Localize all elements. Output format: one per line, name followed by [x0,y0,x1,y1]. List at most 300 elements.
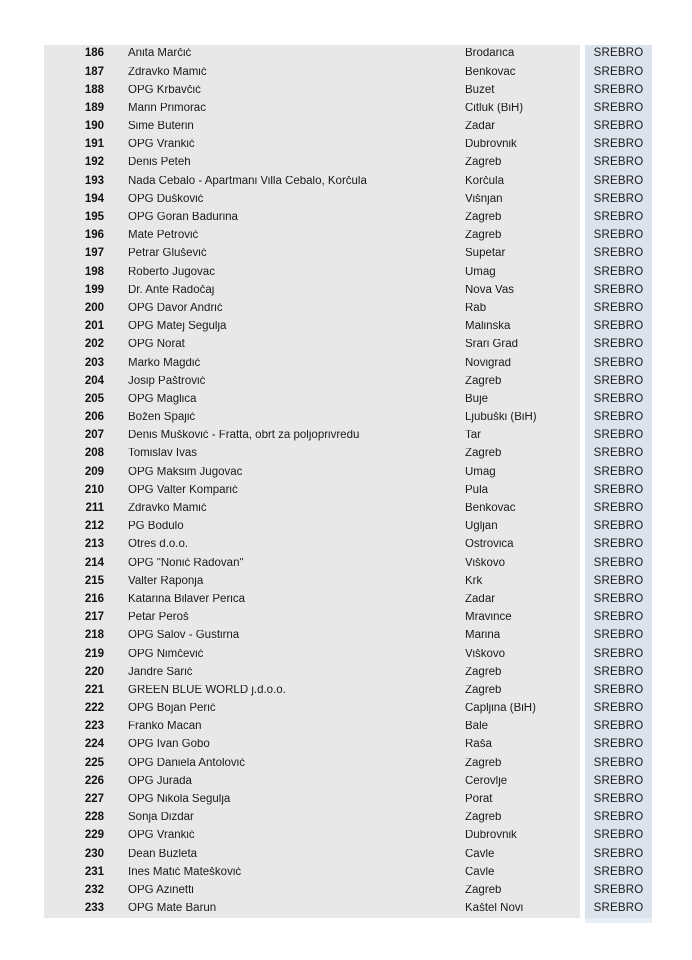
medal-cell [585,263,652,281]
entry-city: Novigrad [465,357,512,369]
entry-number: 227 [84,793,104,806]
entry-city: Viškovo [465,648,506,660]
medal-label: SREBRO [593,774,644,787]
medal-cell [585,882,652,900]
entry-number: 194 [84,192,104,205]
entry-number: 225 [84,756,104,769]
medal-cell [585,300,652,318]
entry-city: Zagreb [465,375,502,387]
table-row [44,609,652,627]
medal-label: SREBRO [593,738,644,751]
table-row [44,645,652,663]
entry-city: Ljubuški (BiH) [465,412,537,424]
entry-name: OPG Daniela Antolović [128,757,245,769]
row-main-band [44,300,580,318]
medal-label: SREBRO [593,156,644,169]
table-row [44,318,652,336]
entry-number: 209 [84,465,104,478]
medal-label: SREBRO [593,883,644,896]
row-main-band [44,245,580,263]
medal-cell [585,409,652,427]
table-row [44,209,652,227]
entry-number: 189 [84,101,104,114]
table-row [44,882,652,900]
table-row [44,627,652,645]
entry-number: 222 [84,702,104,715]
medal-cell [585,154,652,172]
row-main-band [44,882,580,900]
entry-city: Benkovac [465,66,516,78]
medal-label: SREBRO [593,47,644,60]
medal-label: SREBRO [593,211,644,224]
entry-name: Dean Buzleta [128,848,198,860]
medal-label: SREBRO [593,265,644,278]
entry-name: OPG Mate Barun [128,903,217,915]
entry-name: Ines Matić Matešković [128,866,242,878]
row-main-band [44,154,580,172]
medal-label: SREBRO [593,793,644,806]
table-row [44,845,652,863]
entry-city: Srari Grad [465,339,519,351]
entry-number: 205 [84,392,104,405]
entry-city: Ostrovica [465,539,514,551]
entry-number: 195 [84,211,104,224]
table-row [44,263,652,281]
entry-city: Dubrovnik [465,830,517,842]
medal-label: SREBRO [593,811,644,824]
entry-number: 202 [84,338,104,351]
entry-number: 220 [84,665,104,678]
row-main-band [44,372,580,390]
medal-cell [585,700,652,718]
table-row [44,827,652,845]
medal-label: SREBRO [593,320,644,333]
row-main-band [44,645,580,663]
table-row [44,391,652,409]
row-main-band [44,609,580,627]
medal-label: SREBRO [593,447,644,460]
medal-label: SREBRO [593,720,644,733]
entry-city: Benkovac [465,503,516,515]
entry-name: Roberto Jugovac [128,266,215,278]
medal-cell [585,754,652,772]
medal-label: SREBRO [593,338,644,351]
entry-number: 223 [84,720,104,733]
entry-number: 197 [84,247,104,260]
table-row [44,554,652,572]
row-main-band [44,81,580,99]
medal-label: SREBRO [593,65,644,78]
entry-name: OPG Ivan Gobo [128,739,210,751]
row-main-band [44,136,580,154]
row-main-band [44,409,580,427]
table-row [44,791,652,809]
entry-number: 231 [84,865,104,878]
medal-cell [585,845,652,863]
medal-label: SREBRO [593,538,644,551]
entry-name: OPG Nikola Šegulja [128,794,231,806]
entry-city: Buje [465,393,489,405]
medal-cell [585,663,652,681]
row-main-band [44,227,580,245]
entry-city: Brodarica [465,48,515,60]
medal-label: SREBRO [593,101,644,114]
entry-city: Supetar [465,248,506,260]
entry-city: Cerovlje [465,775,508,787]
medal-cell [585,427,652,445]
entry-name: GREEN BLUE WORLD j.d.o.o. [128,684,286,696]
medal-label: SREBRO [593,574,644,587]
entry-name: Šime Buterin [128,121,194,133]
entry-name: OPG Davor Andrić [128,302,223,314]
row-main-band [44,863,580,881]
medal-cell [585,791,652,809]
table-row [44,172,652,190]
medal-label: SREBRO [593,465,644,478]
entry-name: OPG Dušković [128,193,204,205]
entry-number: 214 [84,556,104,569]
medal-label: SREBRO [593,502,644,515]
entry-number: 211 [85,502,104,515]
entry-name: Josip Paštrović [128,375,206,387]
entry-city: Umag [465,266,496,278]
medal-cell [585,591,652,609]
entry-number: 207 [84,429,104,442]
entry-city: Zagreb [465,666,502,678]
medal-label: SREBRO [593,829,644,842]
entry-number: 219 [84,647,104,660]
row-main-band [44,45,580,63]
medal-cell [585,318,652,336]
entry-name: OPG Azinetti [128,884,194,896]
medal-cell [585,172,652,190]
entry-name: OPG Šalov - Gustirna [128,630,240,642]
table-row [44,300,652,318]
entry-name: Zdravko Mamić [128,66,207,78]
medal-cell [585,191,652,209]
entry-number: 215 [84,574,104,587]
entry-name: OPG Valter Komparić [128,484,238,496]
medal-label: SREBRO [593,120,644,133]
medal-cell [585,536,652,554]
medal-cell [585,736,652,754]
medal-column-tail [585,918,652,923]
table-row [44,445,652,463]
entry-name: Zdravko Mamić [128,503,207,515]
medal-cell [585,773,652,791]
medal-cell [585,209,652,227]
table-row [44,718,652,736]
entry-city: Porat [465,794,493,806]
entry-number: 228 [84,811,104,824]
row-main-band [44,391,580,409]
table-row [44,754,652,772]
entry-name: OPG Bojan Perić [128,703,216,715]
entry-city: Čapljina (BiH) [465,703,536,715]
medal-cell [585,572,652,590]
medal-cell [585,63,652,81]
medal-label: SREBRO [593,301,644,314]
entry-name: OPG Matej Šegulja [128,321,227,333]
medal-cell [585,354,652,372]
entry-number: 190 [84,120,104,133]
medal-cell [585,118,652,136]
entry-number: 224 [84,738,104,751]
entry-city: Viškovo [465,557,506,569]
row-main-band [44,463,580,481]
entry-city: Rab [465,302,487,314]
entry-number: 201 [84,320,104,333]
entry-city: Zagreb [465,757,502,769]
row-main-band [44,773,580,791]
table-row [44,663,652,681]
table-row [44,81,652,99]
row-main-band [44,63,580,81]
table-row [44,591,652,609]
row-main-band [44,191,580,209]
row-main-band [44,809,580,827]
entry-name: OPG Maksim Jugovac [128,466,243,478]
entry-number: 232 [84,883,104,896]
table-row [44,227,652,245]
table-row [44,409,652,427]
medal-cell [585,81,652,99]
entry-city: Čitluk (BiH) [465,102,524,114]
medal-cell [585,554,652,572]
entry-city: Marina [465,630,501,642]
medal-label: SREBRO [593,356,644,369]
row-main-band [44,627,580,645]
entry-name: Mate Petrović [128,230,199,242]
entry-city: Kaštel Novi [465,903,524,915]
table-row [44,154,652,172]
row-main-band [44,482,580,500]
medal-cell [585,136,652,154]
table-row [44,736,652,754]
entry-name: Sonja Dizdar [128,812,194,824]
entry-name: Denis Mušković - Fratta, obrt za poljoprivredu [128,430,360,442]
entry-name: Tomislav Ivas [128,448,198,460]
medal-cell [585,245,652,263]
medal-cell [585,609,652,627]
row-main-band [44,263,580,281]
entry-name: Marin Primorac [128,102,206,114]
entry-name: OPG Jurada [128,775,192,787]
entry-name: PG Bodulo [128,521,184,533]
medal-label: SREBRO [593,229,644,242]
entry-number: 226 [84,774,104,787]
medal-cell [585,227,652,245]
entry-name: Jandre Šarić [128,666,193,678]
entry-city: Tar [465,430,481,442]
medal-label: SREBRO [593,865,644,878]
entry-number: 191 [84,138,104,151]
entry-city: Zagreb [465,157,502,169]
entry-number: 229 [84,829,104,842]
row-main-band [44,736,580,754]
entry-number: 199 [84,283,104,296]
medal-label: SREBRO [593,702,644,715]
entry-city: Mravince [465,612,512,624]
row-main-band [44,900,580,918]
entry-number: 213 [84,538,104,551]
entry-city: Čavle [465,866,495,878]
table-row [44,700,652,718]
entry-number: 186 [84,47,104,60]
row-main-band [44,663,580,681]
entry-city: Dubrovnik [465,139,517,151]
entry-city: Krk [465,575,483,587]
row-main-band [44,591,580,609]
medal-label: SREBRO [593,683,644,696]
entry-name: OPG Nimčević [128,648,204,660]
entry-city: Umag [465,466,496,478]
medal-cell [585,372,652,390]
entry-number: 192 [84,156,104,169]
entry-city: Zagreb [465,812,502,824]
entry-city: Buzet [465,84,495,96]
table-row [44,191,652,209]
table-row [44,427,652,445]
row-main-band [44,445,580,463]
entry-city: Zagreb [465,212,502,224]
table-row [44,245,652,263]
entry-name: Petar Peroš [128,612,189,624]
table-row [44,900,652,918]
row-main-band [44,827,580,845]
medal-label: SREBRO [593,429,644,442]
medal-label: SREBRO [593,138,644,151]
row-main-band [44,118,580,136]
medal-label: SREBRO [593,174,644,187]
entry-name: OPG Krbavčić [128,84,201,96]
medal-label: SREBRO [593,629,644,642]
medal-cell [585,518,652,536]
medal-cell [585,100,652,118]
medal-label: SREBRO [593,374,644,387]
medal-label: SREBRO [593,520,644,533]
entry-city: Bale [465,721,489,733]
row-main-band [44,572,580,590]
entry-number: 196 [84,229,104,242]
results-table [44,45,652,918]
table-row [44,118,652,136]
entry-city: Zagreb [465,230,502,242]
medal-cell [585,500,652,518]
entry-city: Zadar [465,593,496,605]
table-row [44,482,652,500]
row-main-band [44,172,580,190]
entry-number: 204 [84,374,104,387]
entry-number: 198 [84,265,104,278]
medal-cell [585,463,652,481]
entry-number: 188 [84,83,104,96]
entry-name: OPG Norat [128,339,185,351]
table-row [44,100,652,118]
entry-city: Raša [465,739,492,751]
table-row [44,136,652,154]
entry-name: Anita Marčić [128,48,192,60]
medal-label: SREBRO [593,902,644,915]
row-main-band [44,209,580,227]
medal-cell [585,627,652,645]
medal-cell [585,827,652,845]
row-main-band [44,518,580,536]
table-row [44,809,652,827]
entry-name: Dr. Ante Radočaj [128,284,215,296]
row-main-band [44,500,580,518]
medal-label: SREBRO [593,756,644,769]
entry-name: Nada Cebalo - Apartmani Villa Cebalo, Korčula [128,175,367,187]
medal-cell [585,863,652,881]
table-row [44,463,652,481]
medal-cell [585,645,652,663]
entry-name: OPG Goran Badurina [128,212,238,224]
entry-city: Pula [465,484,489,496]
entry-name: Petrar Glušević [128,248,207,260]
medal-label: SREBRO [593,647,644,660]
table-row [44,863,652,881]
entry-city: Zadar [465,121,496,133]
entry-number: 233 [84,902,104,915]
row-main-band [44,281,580,299]
row-main-band [44,427,580,445]
row-main-band [44,754,580,772]
table-row [44,281,652,299]
medal-cell [585,336,652,354]
row-main-band [44,336,580,354]
entry-city: Malinska [465,321,511,333]
entry-number: 208 [84,447,104,460]
medal-label: SREBRO [593,556,644,569]
entry-name: OPG Maglica [128,393,197,405]
row-main-band [44,100,580,118]
medal-cell [585,391,652,409]
entry-number: 200 [84,301,104,314]
entry-city: Ugljan [465,521,498,533]
medal-label: SREBRO [593,483,644,496]
entry-city: Višnjan [465,193,503,205]
row-main-band [44,700,580,718]
table-row [44,354,652,372]
medal-cell [585,45,652,63]
table-row [44,336,652,354]
table-row [44,536,652,554]
entry-number: 187 [84,65,104,78]
entry-name: Valter Raponja [128,575,204,587]
entry-number: 218 [84,629,104,642]
medal-cell [585,482,652,500]
table-row [44,773,652,791]
entry-number: 217 [84,611,104,624]
entry-city: Zagreb [465,684,502,696]
medal-label: SREBRO [593,411,644,424]
row-main-band [44,682,580,700]
entry-name: Božen Spajić [128,412,196,424]
row-main-band [44,791,580,809]
entry-name: Marko Magdić [128,357,201,369]
entry-number: 216 [84,592,104,605]
table-row [44,500,652,518]
medal-label: SREBRO [593,392,644,405]
table-row [44,682,652,700]
medal-label: SREBRO [593,665,644,678]
entry-number: 230 [84,847,104,860]
entry-name: Denis Peteh [128,157,191,169]
medal-label: SREBRO [593,283,644,296]
medal-label: SREBRO [593,847,644,860]
row-main-band [44,845,580,863]
